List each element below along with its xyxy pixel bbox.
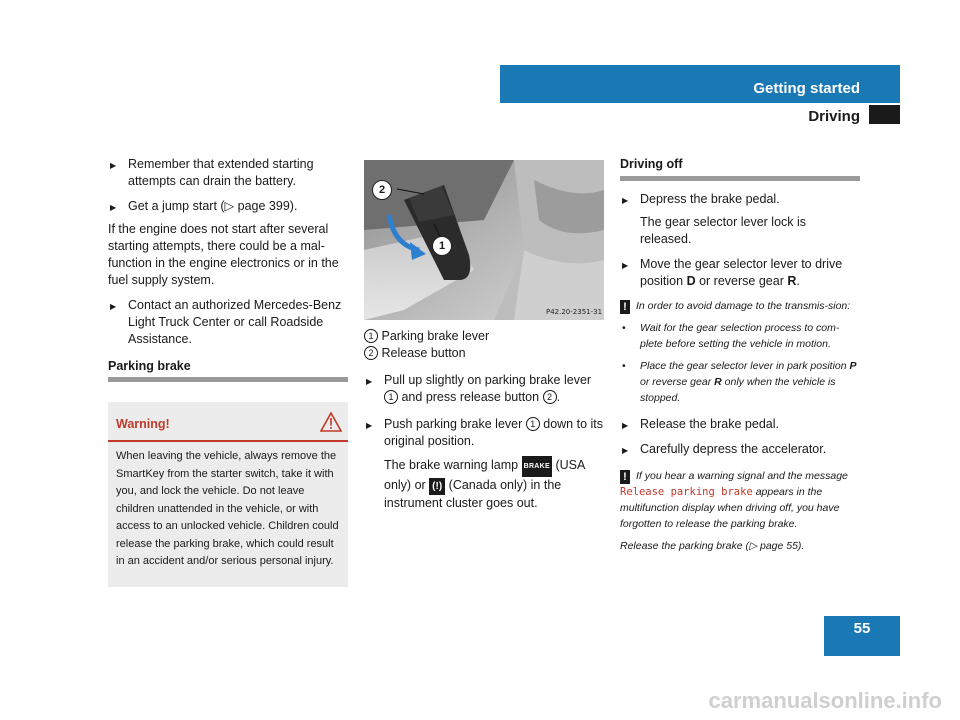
column-middle — [364, 328, 604, 512]
parking-brake-lamp-icon: (!) — [429, 478, 445, 495]
parking-brake-photo — [364, 160, 604, 320]
section-heading-driving-off: Driving off — [620, 157, 683, 171]
note-bullet-wait: • Wait for the gear selection process to com-plete before setting the vehicle in motion. — [620, 320, 860, 352]
note-release-parking-brake — [620, 538, 860, 554]
paragraph-malfunction: If the engine does not start after several starting attempts, there could be a mal-function in the engine electronics or in the fuel supply system. — [108, 222, 339, 287]
bullet-move-selector: ▶ Move the gear selector lever to drive position D or reverse gear R. — [620, 256, 860, 290]
warning-rule — [108, 440, 348, 442]
section-heading-parking-brake: Parking brake — [108, 359, 191, 373]
warning-box — [108, 402, 348, 587]
photo-code: P42.20-2351-31 — [546, 308, 603, 316]
column-left — [108, 156, 348, 382]
bullet-battery: ▶ Remember that extended starting attempts can drain the battery. — [108, 156, 348, 190]
legend-1: 1 Parking brake lever — [364, 328, 604, 345]
warning-title: Warning! — [116, 417, 170, 431]
callout-2-icon: 2 — [543, 390, 557, 404]
bullet-depress-brake: ▶ Depress the brake pedal. — [620, 191, 860, 208]
notice-icon: ! — [620, 300, 630, 314]
page-number: 55 — [853, 620, 871, 637]
callout-1-icon: 1 — [384, 390, 398, 404]
note-warning-signal: ! If you hear a warning signal and the message Release parking brake appears in the multifunction display when driving off, you have forgotten to release the parking brake. Release the parking brake (▷ page 55). — [620, 468, 860, 554]
bullet-jump-start — [108, 198, 348, 215]
bullet-release-brake-pedal: ▶ Release the brake pedal. — [620, 416, 860, 433]
section-title: Driving — [808, 108, 860, 125]
jump-start-link[interactable]: Get a jump start (▷ page 399). — [128, 199, 298, 213]
note-bullet-park: • Place the gear selector lever in park position P or reverse gear R only when the vehicle is stopped. — [620, 358, 860, 406]
column-right — [620, 156, 860, 554]
photo-callout-1: 1 — [432, 236, 452, 256]
bullet-depress-accelerator: ▶ Carefully depress the accelerator. — [620, 441, 860, 458]
warning-triangle-icon — [320, 412, 342, 432]
watermark: carmanualsonline.info — [708, 688, 942, 713]
callout-1-icon: 1 — [526, 417, 540, 431]
bullet-contact: ▶ Contact an authorized Mercedes-Benz Light Truck Center or call Roadside Assistance. — [108, 297, 348, 348]
display-message: Release parking brake — [620, 486, 753, 498]
notice-icon: ! — [620, 470, 630, 484]
paragraph-warning-lamp: The brake warning lamp BRAKE (USA only) or (!) (Canada only) in the instrument cluster goes out. — [384, 458, 585, 510]
photo-callout-2: 2 — [372, 180, 392, 200]
callout-2-icon: 2 — [364, 346, 378, 360]
section-rule — [108, 377, 348, 382]
note-transmission: ! In order to avoid damage to the transmis-sion: • Wait for the gear selection process to com-plete before setting the vehicle in motion. • Place the gear selector lever in park position P or reverse gear R only when the vehicle is stopped. — [620, 298, 860, 406]
warning-text: When leaving the vehicle, always remove the SmartKey from the starter switch, take it with you, and lock the vehicle. Do not leave children unattended in the vehicle, or with access to an unlocked vehicle. Children could release the parking brake, which could result in an accident and/or serious personal injury. — [116, 450, 339, 567]
callout-1-icon: 1 — [364, 329, 378, 343]
brake-lamp-icon: BRAKE — [522, 456, 552, 477]
legend-2: 2 Release button — [364, 345, 604, 362]
bullet-push-lever: ▶ Push parking brake lever 1 down to its original position. — [364, 416, 604, 450]
chapter-title: Getting started — [753, 80, 860, 97]
bullet-pull-lever: ▶ Pull up slightly on parking brake lever 1 and press release button 2 . — [364, 372, 604, 406]
page-55-link[interactable]: Release the parking brake (▷ page 55). — [620, 540, 805, 552]
header-marker — [869, 105, 900, 124]
paragraph-lock-released: The gear selector lever lock is released. — [640, 215, 807, 246]
